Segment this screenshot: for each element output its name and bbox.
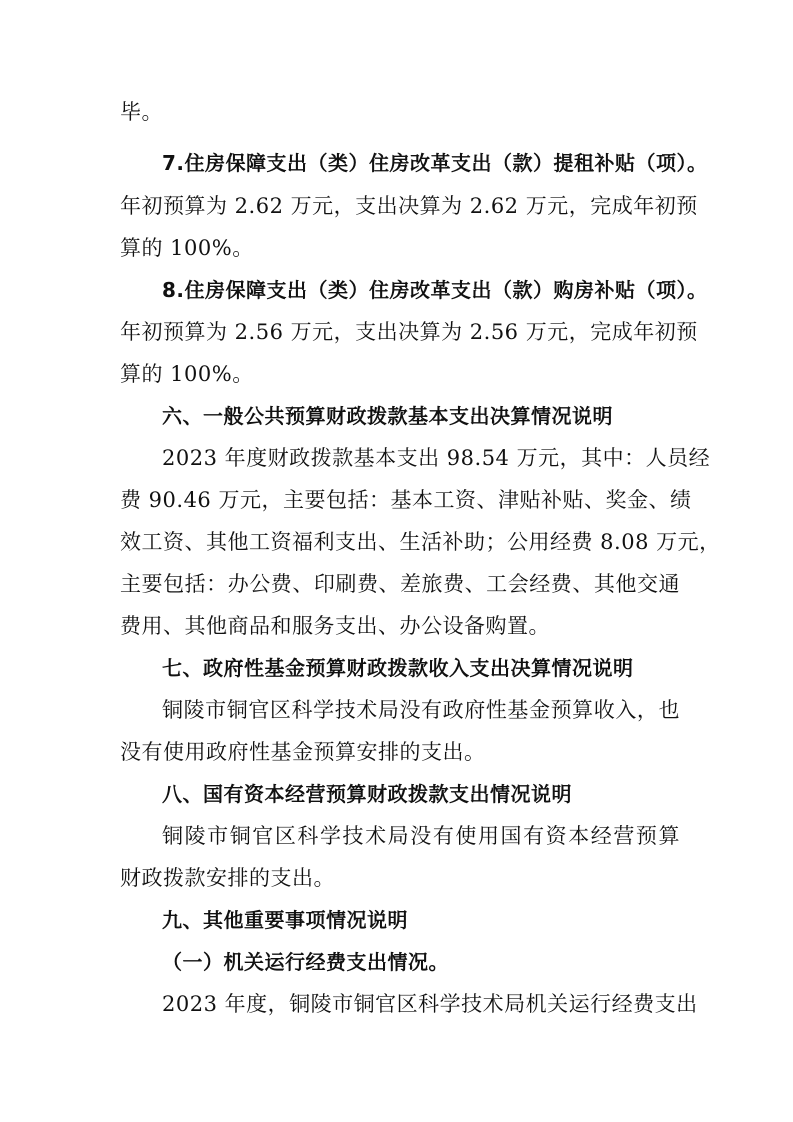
section-7-body-line-1: 铜陵市铜官区科学技术局没有政府性基金预算收入，也 bbox=[162, 698, 680, 722]
section-6-heading: 六、一般公共预算财政拨款基本支出决算情况说明 bbox=[162, 404, 613, 428]
section-8-body-line-1: 铜陵市铜官区科学技术局没有使用国有资本经营预算 bbox=[162, 824, 680, 848]
section-7-body-line-2: 没有使用政府性基金预算安排的支出。 bbox=[120, 740, 486, 764]
section-6-body-line-3: 效工资、其他工资福利支出、生活补助；公用经费 8.08 万元， bbox=[120, 530, 721, 554]
section-6-body-line-4: 主要包括：办公费、印刷费、差旅费、工会经费、其他交通 bbox=[120, 572, 680, 596]
subsection-1-heading: （一）机关运行经费支出情况。 bbox=[162, 950, 449, 974]
item-8-heading: 8.住房保障支出（类）住房改革支出（款）购房补贴（项）。 bbox=[162, 278, 708, 302]
item-7-heading: 7.住房保障支出（类）住房改革支出（款）提租补贴（项）。 bbox=[162, 151, 708, 175]
section-6-body-line-1: 2023 年度财政拨款基本支出 98.54 万元，其中：人员经 bbox=[162, 446, 711, 470]
item-8-body-line-1: 年初预算为 2.56 万元，支出决算为 2.56 万元，完成年初预 bbox=[120, 320, 698, 344]
section-8-body-line-2: 财政拨款安排的支出。 bbox=[120, 866, 335, 890]
item-7-body-line-1: 年初预算为 2.62 万元，支出决算为 2.62 万元，完成年初预 bbox=[120, 194, 698, 218]
section-8-heading: 八、国有资本经营预算财政拨款支出情况说明 bbox=[162, 782, 572, 806]
item-8-body-line-2: 算的 100%。 bbox=[120, 362, 254, 386]
section-6-body-line-5: 费用、其他商品和服务支出、办公设备购置。 bbox=[120, 614, 550, 638]
section-7-heading: 七、政府性基金预算财政拨款收入支出决算情况说明 bbox=[162, 656, 634, 680]
subsection-1-body-line-1: 2023 年度，铜陵市铜官区科学技术局机关运行经费支出 bbox=[162, 992, 698, 1016]
item-7-body-line-2: 算的 100%。 bbox=[120, 236, 254, 260]
text-line-end-of-previous: 毕。 bbox=[120, 100, 163, 124]
section-9-heading: 九、其他重要事项情况说明 bbox=[162, 908, 408, 932]
section-6-body-line-2: 费 90.46 万元，主要包括：基本工资、津贴补贴、奖金、绩 bbox=[120, 488, 692, 512]
